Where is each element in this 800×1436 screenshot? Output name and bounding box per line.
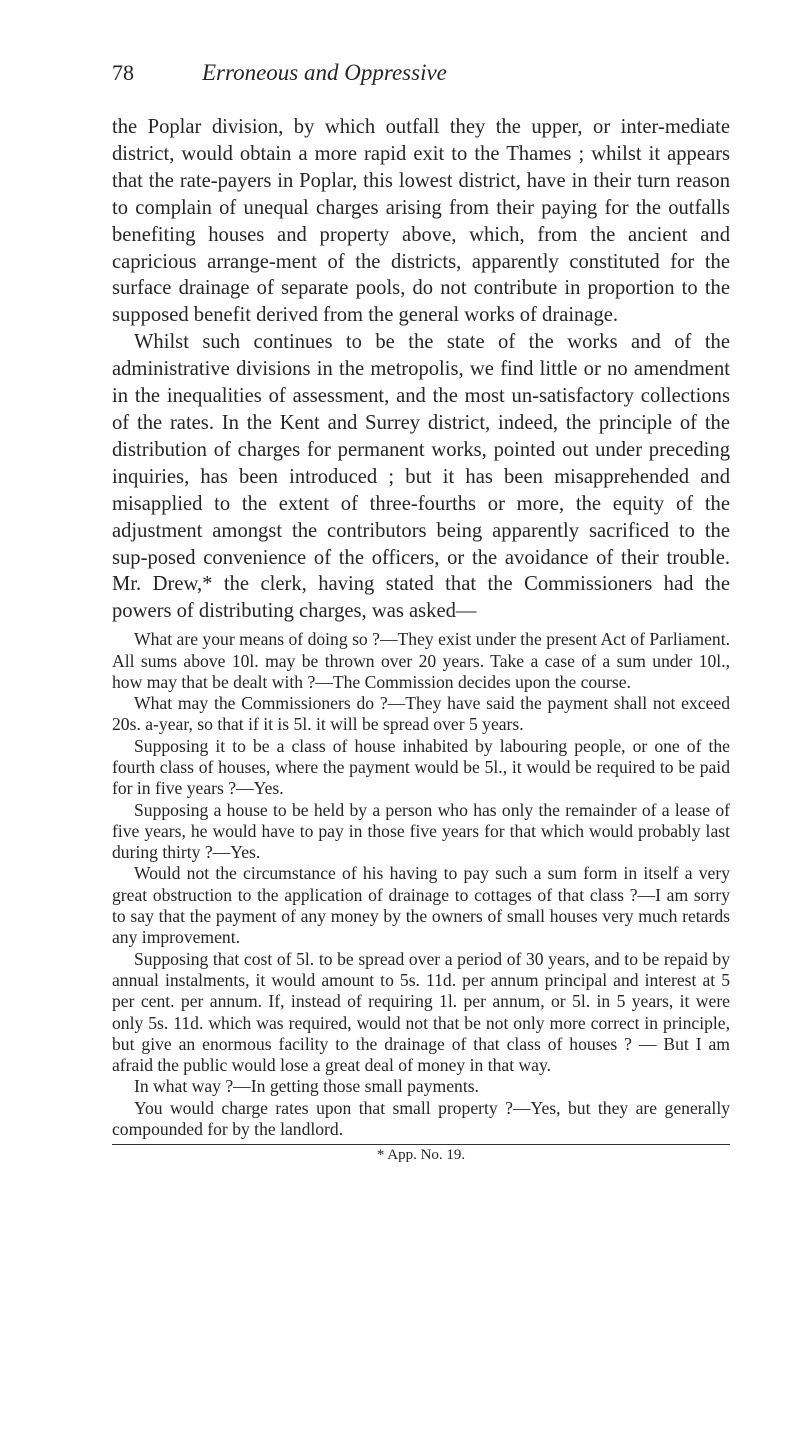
evidence-item: You would charge rates upon that small property ?—Yes, but they are generally compounded for by the landlord. bbox=[112, 1097, 730, 1140]
evidence-item: In what way ?—In getting those small payments. bbox=[134, 1076, 479, 1097]
evidence-section bbox=[112, 629, 730, 1140]
footnote-divider bbox=[112, 1144, 730, 1145]
evidence-item: Supposing a house to be held by a person who has only the remainder of a lease of five years, he would have to pay in those five years for that which would probably last during thirty ?—Yes. bbox=[112, 799, 730, 863]
evidence-item: What are your means of doing so ?—They exist under the present Act of Parliament. All sums above 10l. may be thrown over 20 years. Take a case of a sum under 10l., how may that be dealt with ?—The Commission decides upon the course. bbox=[112, 629, 730, 692]
body-paragraph: the Poplar division, by which outfall they the upper, or inter-mediate district, would obtain a more rapid exit to the Thames ; whilst it appears that the rate-payers in Poplar, this lowest district, have in their turn reason to complain of unequal charges arising from their paying for the outfalls benefiting houses and property above, which, from the ancient and capricious arrange-ment of the districts, apparently constituted for the surface drainage of separate pools, do not contribute in proportion to the supposed benefit derived from the general works of drainage. bbox=[112, 116, 730, 327]
main-text bbox=[112, 114, 730, 625]
evidence-item: Supposing it to be a class of house inhabited by labouring people, or one of the fourth class of houses, where the payment would be 5l., it would be required to be paid for in five years ?—Yes. bbox=[112, 735, 730, 799]
page-header bbox=[112, 60, 730, 100]
evidence-item: Supposing that cost of 5l. to be spread over a period of 30 years, and to be repaid by annual instalments, it would amount to 5s. 11d. per annum principal and interest at 5 per cent. per annum. If, instead of requiring 1l. per annum, or 5l. in 5 years, it were only 5s. 11d. which was required, would not that be not only more correct in principle, but give an enormous facility to the drainage of that class of houses ? — But I am afraid the public would lose a great deal of money in that way. bbox=[112, 948, 730, 1076]
evidence-item: Would not the circumstance of his having to pay such a sum form in itself a very great obstruction to the application of drainage to cottages of that class ?—I am sorry to say that the payment of any money by the owners of small houses very much retards any improvement. bbox=[112, 863, 730, 948]
running-title: Erroneous and Oppressive bbox=[202, 60, 447, 85]
page-number: 78 bbox=[112, 60, 134, 85]
body-paragraph: Whilst such continues to be the state of the works and of the administrative divisions in the metropolis, we find little or no amendment in the inequalities of assessment, and the most un-satisfactory collections of the rates. In the Kent and Surrey district, indeed, the principle of the distribution of charges for permanent works, pointed out under preceding inquiries, has been introduced ; but it has been misapprehended and misapplied to the extent of three-fourths or more, the equity of the adjustment amongst the contributors being apparently sacrificed to the sup-posed convenience of the officers, or the avoidance of their trouble. Mr. Drew,* the clerk, having stated that the Commissioners had the powers of distributing charges, was asked— bbox=[112, 331, 730, 623]
evidence-item: What may the Commissioners do ?—They have said the payment shall not exceed 20s. a-year, so that if it is 5l. it will be spread over 5 years. bbox=[112, 693, 730, 735]
footnote: * App. No. 19. bbox=[376, 1147, 466, 1164]
